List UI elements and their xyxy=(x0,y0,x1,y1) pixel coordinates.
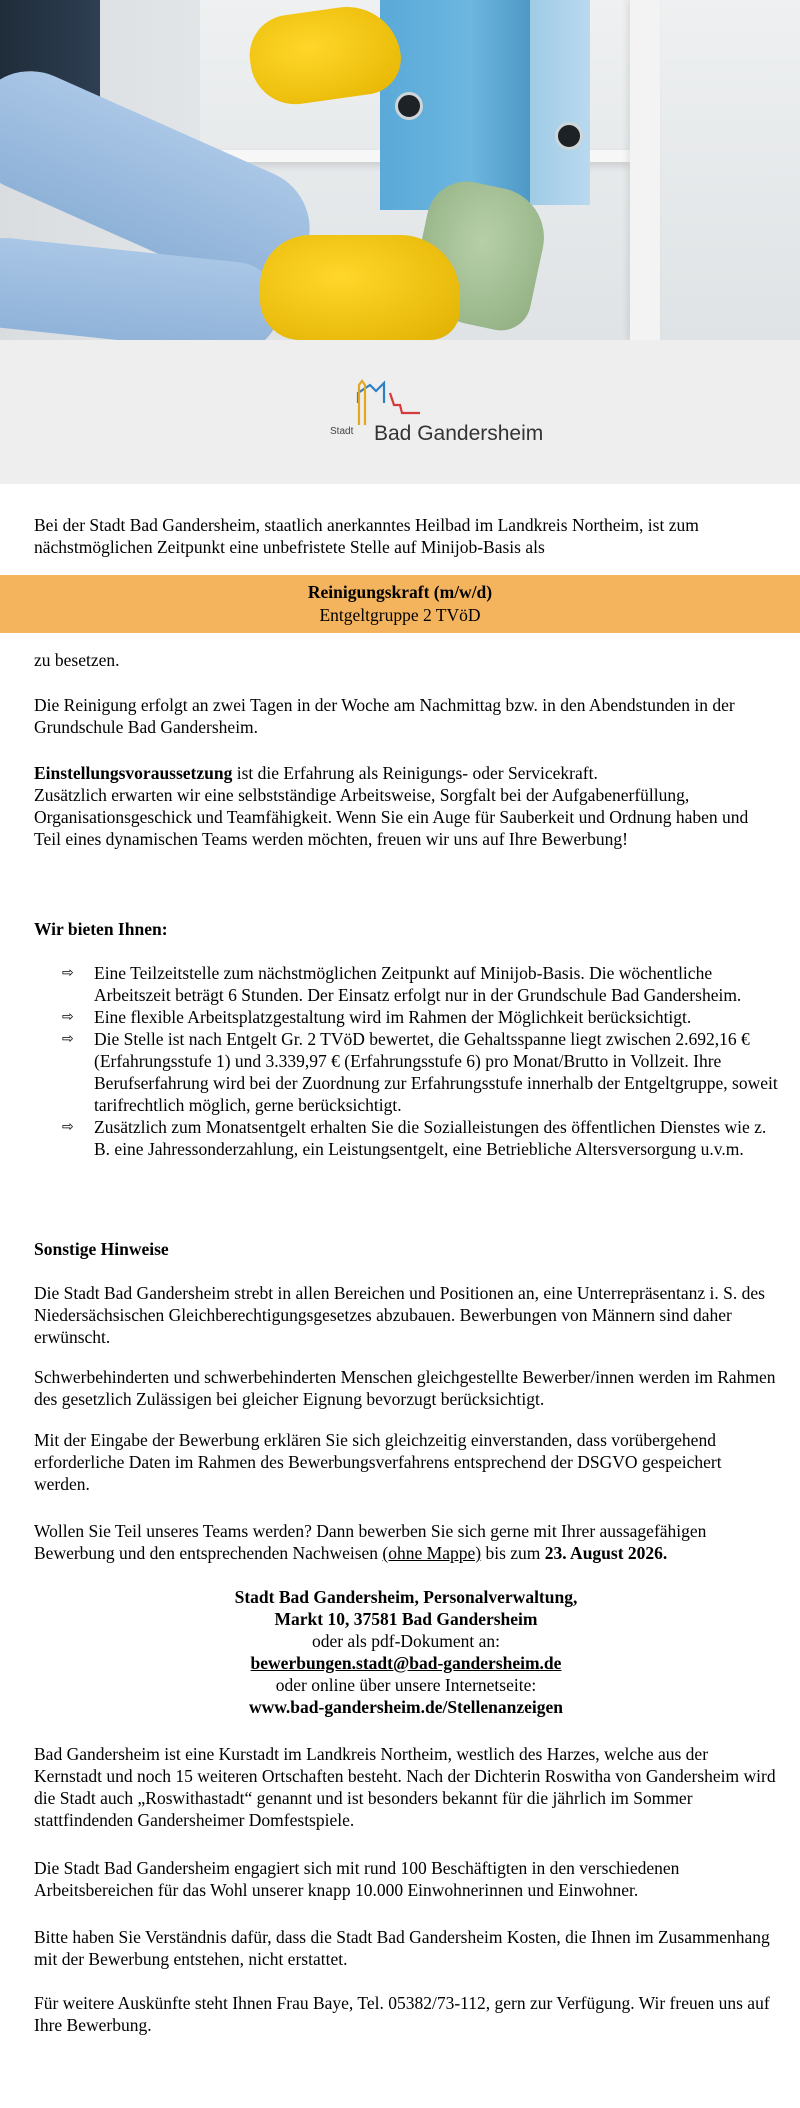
website-link[interactable]: www.bad-gandersheim.de/Stellenanzeigen xyxy=(248,1697,564,1717)
notes-privacy: Mit der Eingabe der Bewerbung erklären Sie sich gleichzeitig einverstanden, dass vorübergehend erforderliche Daten im Rahmen des Bewerbungsverfahrens entsprechend der DSGVO gespeichert werden. xyxy=(34,1430,722,1494)
list-item: ⇨ Eine Teilzeitstelle zum nächstmöglichen Zeitpunkt auf Minijob-Basis. Die wöchentliche Arbeitszeit beträgt 6 Stunden. Der Einsatz erfolgt nur in der Grundschule Bad Gandersheim. xyxy=(62,963,742,1005)
apply-text: Wollen Sie Teil unseres Teams werden? Dann bewerben Sie sich gerne mit Ihrer aussagefähigen Bewerbung und den entsprechenden Nachweisen (ohne Mappe) bis zum 23. August 2026. xyxy=(34,1521,707,1563)
arrow-right-icon: ⇨ xyxy=(62,965,74,981)
arrow-right-icon: ⇨ xyxy=(62,1009,74,1025)
about-costs: Bitte haben Sie Verständnis dafür, dass die Stadt Bad Gandersheim Kosten, die Ihnen im Zusammenhang mit der Bewerbung entstehen, nicht erstattet. xyxy=(34,1927,770,1969)
requirements-text: Einstellungsvoraussetzung ist die Erfahrung als Reinigungs- oder Servicekraft. Zusätzlich erwarten wir eine selbstständige Arbeitsweise, Sorgfalt bei der Aufgabenerfüllung, Organisationsgeschick und Teamfähigkeit. Wenn Sie ein Auge für Sauberkeit und Ordnung haben und Teil eines dynamischen Teams werden möchten, freuen wir uns auf Ihre Bewerbung! xyxy=(34,763,749,849)
arrow-right-icon: ⇨ xyxy=(62,1119,74,1135)
offer-list xyxy=(34,962,778,1160)
arrow-right-icon: ⇨ xyxy=(62,1031,74,1047)
about-city: Bad Gandersheim ist eine Kurstadt im Landkreis Northeim, westlich des Harzes, welche aus der Kernstadt und noch 15 weiteren Ortschaften besteht. Nach der Dichterin Roswitha von Gandersheim wird die Stadt auch „Roswithastadt“ genannt und ist besonders bekannt für die jährlich im Sommer stattfindenden Gandersheimer Domfestspiele. xyxy=(34,1744,776,1830)
intro-text: Bei der Stadt Bad Gandersheim, staatlich anerkanntes Heilbad im Landkreis Northeim, ist zum nächstmöglichen Zeitpunkt eine unbefristete Stelle auf Minijob-Basis als xyxy=(34,515,699,557)
hero-image-cleaning xyxy=(0,0,800,340)
list-item: ⇨ Eine flexible Arbeitsplatzgestaltung wird im Rahmen der Möglichkeit berücksichtigt. xyxy=(62,1007,692,1027)
position-title: Reinigungskraft (m/w/d) xyxy=(307,582,493,602)
pay-group: Entgeltgruppe 2 TVöD xyxy=(319,605,481,625)
light-blue-binder xyxy=(530,0,590,205)
email-link[interactable]: bewerbungen.stadt@bad-gandersheim.de xyxy=(250,1653,562,1673)
yellow-glove xyxy=(260,235,460,340)
about-staff: Die Stadt Bad Gandersheim engagiert sich mit rund 100 Beschäftigten in den verschiedenen Arbeitsbereichen für das Wohl unserer knapp 10.000 Einwohnerinnen und Einwohner. xyxy=(34,1858,680,1900)
logo-name: Bad Gandersheim xyxy=(374,422,544,445)
logo-prefix: Stadt xyxy=(330,426,354,437)
notes-equality: Die Stadt Bad Gandersheim strebt in allen Bereichen und Positionen an, eine Unterrepräsentanz i. S. des Niedersächsischen Gleichberechtigungsgesetzes abzubauen. Bewerbungen von Männern sind daher erwünscht. xyxy=(34,1283,765,1347)
deadline: 23. August 2026. xyxy=(544,1543,668,1563)
list-item: ⇨ Die Stelle ist nach Entgelt Gr. 2 TVöD bewertet, die Gehaltsspanne liegt zwischen 2.692,16 € (Erfahrungsstufe 1) und 3.339,97 € (Erfahrungsstufe 6) pro Monat/Brutto in Vollzeit. Ihre Berufserfahrung wird bei der Zuordnung zur Erfahrungsstufe innerhalb der Entgeltgruppe, soweit tarifrechtlich möglich, gerne berücksichtigt. xyxy=(62,1029,778,1115)
contact-block: Stadt Bad Gandersheim, Personalverwaltung, Markt 10, 37581 Bad Gandersheim oder als pdf-Dokument an: bewerbungen.stadt@bad-gandersheim.de oder online über unsere Internetseite: www.bad-gandersheim.de/Stellenanzeigen xyxy=(234,1587,578,1717)
position-banner xyxy=(0,575,800,633)
requirements-lead: Einstellungsvoraussetzung xyxy=(34,763,233,783)
notes-heading: Sonstige Hinweise xyxy=(34,1239,169,1259)
notes-disability: Schwerbehinderten und schwerbehinderten Menschen gleichgestellte Bewerber/innen werden im Rahmen des gesetzlich Zulässigen bei gleicher Eignung bevorzugt berücksichtigt. xyxy=(34,1367,776,1409)
requirements-more: Zusätzlich erwarten wir eine selbstständige Arbeitsweise, Sorgfalt bei der Aufgabenerfüllung, Organisationsgeschick und Teamfähigkeit. Wenn Sie ein Auge für Sauberkeit und Ordnung haben und Teil eines dynamischen Teams werden möchten, freuen wir uns auf Ihre Bewerbung! xyxy=(34,785,749,849)
about-contact: Für weitere Auskünfte steht Ihnen Frau Baye, Tel. 05382/73-112, gern zur Verfügung. Wir freuen uns auf Ihre Bewerbung. xyxy=(34,1993,770,2035)
list-item: ⇨ Zusätzlich zum Monatsentgelt erhalten Sie die Sozialleistungen des öffentlichen Dienstes wie z. B. eine Jahressonderzahlung, ein Leistungsentgelt, eine Betriebliche Altersversorgung u.v.m. xyxy=(62,1117,767,1159)
schedule-text: Die Reinigung erfolgt an zwei Tagen in der Woche am Nachmittag bzw. in den Abendstunden in der Grundschule Bad Gandersheim. xyxy=(34,695,735,737)
to-fill-text: zu besetzen. xyxy=(34,650,120,670)
offer-heading: Wir bieten Ihnen: xyxy=(34,919,168,939)
